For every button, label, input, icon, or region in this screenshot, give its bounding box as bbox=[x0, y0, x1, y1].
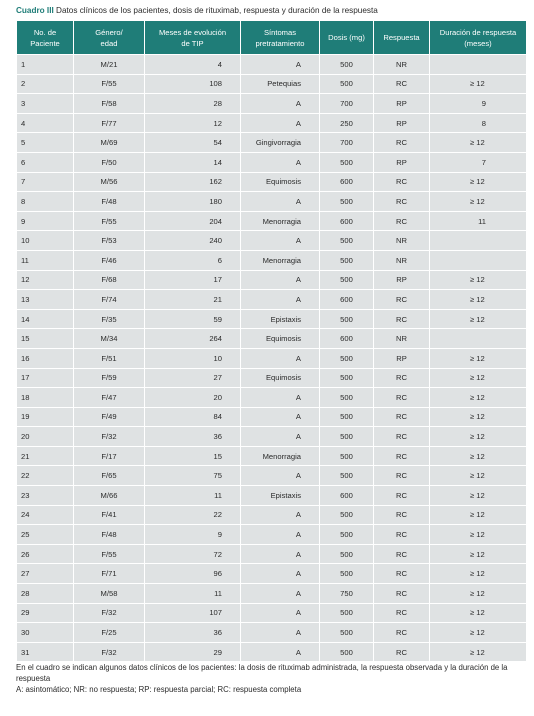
cell-response: RC bbox=[374, 290, 429, 309]
cell-gender-age: F/35 bbox=[74, 310, 144, 329]
cell-patient-number: 13 bbox=[17, 290, 73, 309]
cell-response-duration: ≥ 12 bbox=[430, 173, 526, 192]
cell-gender-age: M/66 bbox=[74, 486, 144, 505]
cell-gender-age: F/25 bbox=[74, 623, 144, 642]
cell-symptoms: Equimosis bbox=[241, 329, 319, 348]
cell-months-evolution: 4 bbox=[145, 55, 240, 74]
cell-symptoms: A bbox=[241, 623, 319, 642]
cell-dose: 500 bbox=[320, 643, 373, 662]
table-row bbox=[17, 369, 526, 388]
cell-symptoms: Gingivorragia bbox=[241, 133, 319, 152]
cell-gender-age: F/74 bbox=[74, 290, 144, 309]
cell-response: RC bbox=[374, 564, 429, 583]
cell-response: RC bbox=[374, 427, 429, 446]
cell-symptoms: A bbox=[241, 192, 319, 211]
header-line: Respuesta bbox=[383, 33, 420, 42]
cell-response: RC bbox=[374, 506, 429, 525]
cell-dose: 500 bbox=[320, 153, 373, 172]
cell-response: NR bbox=[374, 329, 429, 348]
cell-response: RC bbox=[374, 604, 429, 623]
cell-response-duration: ≥ 12 bbox=[430, 604, 526, 623]
table-row bbox=[17, 447, 526, 466]
cell-response-duration: 7 bbox=[430, 153, 526, 172]
cell-symptoms: Equimosis bbox=[241, 173, 319, 192]
table-row bbox=[17, 271, 526, 290]
cell-patient-number: 3 bbox=[17, 94, 73, 113]
header-months-evolution bbox=[145, 21, 240, 54]
cell-response-duration: ≥ 12 bbox=[430, 133, 526, 152]
table-row bbox=[17, 604, 526, 623]
cell-dose: 700 bbox=[320, 133, 373, 152]
cell-response: RP bbox=[374, 349, 429, 368]
cell-gender-age: F/41 bbox=[74, 506, 144, 525]
cell-months-evolution: 59 bbox=[145, 310, 240, 329]
cell-dose: 500 bbox=[320, 408, 373, 427]
header-line: Género/ bbox=[95, 27, 123, 37]
table-header-row bbox=[17, 21, 526, 54]
cell-months-evolution: 15 bbox=[145, 447, 240, 466]
table-caption bbox=[16, 6, 378, 15]
cell-symptoms: Menorragia bbox=[241, 212, 319, 231]
cell-symptoms: A bbox=[241, 545, 319, 564]
cell-months-evolution: 75 bbox=[145, 466, 240, 485]
cell-patient-number: 23 bbox=[17, 486, 73, 505]
table-footnote bbox=[16, 662, 521, 695]
cell-dose: 500 bbox=[320, 192, 373, 211]
cell-patient-number: 17 bbox=[17, 369, 73, 388]
cell-gender-age: F/51 bbox=[74, 349, 144, 368]
cell-response: RC bbox=[374, 173, 429, 192]
cell-patient-number: 25 bbox=[17, 525, 73, 544]
cell-symptoms: Menorragia bbox=[241, 447, 319, 466]
cell-dose: 500 bbox=[320, 369, 373, 388]
cell-patient-number: 24 bbox=[17, 506, 73, 525]
caption-text: Datos clínicos de los pacientes, dosis de rituximab, respuesta y duración de la respuesta bbox=[53, 6, 378, 15]
cell-response-duration bbox=[430, 231, 526, 250]
table-row bbox=[17, 251, 526, 270]
cell-response-duration: ≥ 12 bbox=[430, 623, 526, 642]
cell-dose: 500 bbox=[320, 231, 373, 250]
cell-patient-number: 12 bbox=[17, 271, 73, 290]
cell-response: RC bbox=[374, 408, 429, 427]
cell-response: RC bbox=[374, 447, 429, 466]
cell-gender-age: F/71 bbox=[74, 564, 144, 583]
table-row bbox=[17, 173, 526, 192]
cell-dose: 500 bbox=[320, 545, 373, 564]
cell-response-duration: ≥ 12 bbox=[430, 310, 526, 329]
header-line: Síntomas bbox=[263, 27, 297, 37]
cell-dose: 500 bbox=[320, 310, 373, 329]
table-row bbox=[17, 114, 526, 133]
cell-response-duration bbox=[430, 55, 526, 74]
cell-months-evolution: 9 bbox=[145, 525, 240, 544]
cell-response: RP bbox=[374, 153, 429, 172]
cell-gender-age: M/69 bbox=[74, 133, 144, 152]
cell-response: RC bbox=[374, 466, 429, 485]
cell-response-duration: ≥ 12 bbox=[430, 75, 526, 94]
cell-patient-number: 15 bbox=[17, 329, 73, 348]
header-line: de TIP bbox=[181, 38, 204, 48]
cell-response-duration: 11 bbox=[430, 212, 526, 231]
table-body bbox=[17, 55, 526, 661]
cell-dose: 500 bbox=[320, 447, 373, 466]
cell-gender-age: F/55 bbox=[74, 75, 144, 94]
cell-response: RC bbox=[374, 369, 429, 388]
cell-response-duration: ≥ 12 bbox=[430, 271, 526, 290]
cell-dose: 500 bbox=[320, 55, 373, 74]
table-row bbox=[17, 133, 526, 152]
table-row bbox=[17, 290, 526, 309]
cell-gender-age: F/32 bbox=[74, 427, 144, 446]
cell-response-duration: ≥ 12 bbox=[430, 290, 526, 309]
cell-symptoms: A bbox=[241, 388, 319, 407]
cell-patient-number: 22 bbox=[17, 466, 73, 485]
cell-dose: 500 bbox=[320, 388, 373, 407]
table-row bbox=[17, 564, 526, 583]
table-row bbox=[17, 75, 526, 94]
header-response bbox=[374, 21, 429, 54]
cell-dose: 600 bbox=[320, 173, 373, 192]
cell-response: RC bbox=[374, 486, 429, 505]
cell-response-duration: ≥ 12 bbox=[430, 427, 526, 446]
cell-gender-age: F/32 bbox=[74, 604, 144, 623]
cell-response: RC bbox=[374, 545, 429, 564]
table-row bbox=[17, 525, 526, 544]
cell-response-duration: ≥ 12 bbox=[430, 486, 526, 505]
cell-patient-number: 9 bbox=[17, 212, 73, 231]
cell-patient-number: 20 bbox=[17, 427, 73, 446]
cell-response-duration: ≥ 12 bbox=[430, 506, 526, 525]
cell-symptoms: A bbox=[241, 94, 319, 113]
cell-gender-age: F/17 bbox=[74, 447, 144, 466]
cell-response-duration: ≥ 12 bbox=[430, 408, 526, 427]
cell-response: RC bbox=[374, 388, 429, 407]
cell-dose: 700 bbox=[320, 94, 373, 113]
cell-gender-age: M/21 bbox=[74, 55, 144, 74]
header-line: Paciente bbox=[30, 38, 60, 48]
cell-dose: 500 bbox=[320, 525, 373, 544]
cell-months-evolution: 36 bbox=[145, 623, 240, 642]
cell-dose: 500 bbox=[320, 251, 373, 270]
table-row bbox=[17, 231, 526, 250]
cell-symptoms: A bbox=[241, 564, 319, 583]
cell-response: RC bbox=[374, 133, 429, 152]
cell-response-duration: ≥ 12 bbox=[430, 643, 526, 662]
table-row bbox=[17, 643, 526, 662]
cell-gender-age: F/68 bbox=[74, 271, 144, 290]
cell-gender-age: F/58 bbox=[74, 94, 144, 113]
cell-response: RC bbox=[374, 584, 429, 603]
cell-symptoms: Epistaxis bbox=[241, 310, 319, 329]
cell-months-evolution: 108 bbox=[145, 75, 240, 94]
table-row bbox=[17, 427, 526, 446]
cell-symptoms: A bbox=[241, 584, 319, 603]
cell-patient-number: 18 bbox=[17, 388, 73, 407]
cell-gender-age: F/55 bbox=[74, 212, 144, 231]
cell-patient-number: 2 bbox=[17, 75, 73, 94]
cell-response: RC bbox=[374, 623, 429, 642]
table-row bbox=[17, 545, 526, 564]
cell-symptoms: A bbox=[241, 114, 319, 133]
cell-months-evolution: 162 bbox=[145, 173, 240, 192]
cell-patient-number: 31 bbox=[17, 643, 73, 662]
cell-dose: 250 bbox=[320, 114, 373, 133]
cell-symptoms: A bbox=[241, 525, 319, 544]
cell-gender-age: F/65 bbox=[74, 466, 144, 485]
header-gender-age bbox=[74, 21, 144, 54]
cell-months-evolution: 11 bbox=[145, 486, 240, 505]
cell-response-duration: ≥ 12 bbox=[430, 545, 526, 564]
cell-months-evolution: 17 bbox=[145, 271, 240, 290]
cell-months-evolution: 240 bbox=[145, 231, 240, 250]
table-row bbox=[17, 310, 526, 329]
cell-response: RC bbox=[374, 192, 429, 211]
cell-gender-age: F/50 bbox=[74, 153, 144, 172]
cell-months-evolution: 28 bbox=[145, 94, 240, 113]
cell-response: RC bbox=[374, 75, 429, 94]
cell-gender-age: F/47 bbox=[74, 388, 144, 407]
cell-response-duration bbox=[430, 251, 526, 270]
cell-response-duration: ≥ 12 bbox=[430, 447, 526, 466]
cell-dose: 500 bbox=[320, 75, 373, 94]
header-line: Dosis (mg) bbox=[328, 33, 365, 42]
cell-months-evolution: 6 bbox=[145, 251, 240, 270]
cell-dose: 500 bbox=[320, 427, 373, 446]
cell-response: RP bbox=[374, 114, 429, 133]
cell-symptoms: A bbox=[241, 408, 319, 427]
cell-gender-age: F/77 bbox=[74, 114, 144, 133]
cell-dose: 600 bbox=[320, 290, 373, 309]
table-row bbox=[17, 212, 526, 231]
cell-patient-number: 5 bbox=[17, 133, 73, 152]
header-line: (meses) bbox=[464, 38, 492, 48]
cell-response-duration bbox=[430, 329, 526, 348]
cell-months-evolution: 29 bbox=[145, 643, 240, 662]
cell-response: RC bbox=[374, 212, 429, 231]
footnote-abbreviations: A: asintomático; NR: no respuesta; RP: respuesta parcial; RC: respuesta completa bbox=[16, 685, 302, 694]
cell-dose: 750 bbox=[320, 584, 373, 603]
cell-response: RC bbox=[374, 525, 429, 544]
cell-response-duration: 8 bbox=[430, 114, 526, 133]
cell-response: NR bbox=[374, 231, 429, 250]
cell-gender-age: M/58 bbox=[74, 584, 144, 603]
table-row bbox=[17, 192, 526, 211]
cell-gender-age: F/59 bbox=[74, 369, 144, 388]
cell-months-evolution: 204 bbox=[145, 212, 240, 231]
cell-patient-number: 1 bbox=[17, 55, 73, 74]
table-row bbox=[17, 153, 526, 172]
table-row bbox=[17, 329, 526, 348]
cell-dose: 500 bbox=[320, 604, 373, 623]
cell-gender-age: M/56 bbox=[74, 173, 144, 192]
cell-gender-age: F/48 bbox=[74, 525, 144, 544]
cell-patient-number: 4 bbox=[17, 114, 73, 133]
cell-symptoms: Menorragia bbox=[241, 251, 319, 270]
cell-patient-number: 29 bbox=[17, 604, 73, 623]
cell-months-evolution: 72 bbox=[145, 545, 240, 564]
cell-patient-number: 6 bbox=[17, 153, 73, 172]
cell-dose: 500 bbox=[320, 506, 373, 525]
cell-months-evolution: 107 bbox=[145, 604, 240, 623]
cell-response: RC bbox=[374, 643, 429, 662]
cell-response: RP bbox=[374, 94, 429, 113]
cell-dose: 500 bbox=[320, 564, 373, 583]
cell-months-evolution: 96 bbox=[145, 564, 240, 583]
table-row bbox=[17, 94, 526, 113]
cell-months-evolution: 22 bbox=[145, 506, 240, 525]
table-row bbox=[17, 349, 526, 368]
cell-patient-number: 16 bbox=[17, 349, 73, 368]
cell-response: NR bbox=[374, 55, 429, 74]
cell-response-duration: ≥ 12 bbox=[430, 525, 526, 544]
cell-symptoms: A bbox=[241, 271, 319, 290]
cell-symptoms: A bbox=[241, 231, 319, 250]
cell-response-duration: ≥ 12 bbox=[430, 466, 526, 485]
cell-symptoms: A bbox=[241, 153, 319, 172]
table-row bbox=[17, 623, 526, 642]
cell-response-duration: ≥ 12 bbox=[430, 349, 526, 368]
cell-patient-number: 21 bbox=[17, 447, 73, 466]
cell-patient-number: 7 bbox=[17, 173, 73, 192]
cell-gender-age: F/48 bbox=[74, 192, 144, 211]
cell-gender-age: F/32 bbox=[74, 643, 144, 662]
cell-patient-number: 14 bbox=[17, 310, 73, 329]
cell-months-evolution: 21 bbox=[145, 290, 240, 309]
header-response-duration bbox=[430, 21, 526, 54]
cell-gender-age: F/46 bbox=[74, 251, 144, 270]
cell-patient-number: 28 bbox=[17, 584, 73, 603]
cell-gender-age: F/53 bbox=[74, 231, 144, 250]
header-line: pretratamiento bbox=[255, 38, 305, 48]
cell-patient-number: 10 bbox=[17, 231, 73, 250]
cell-months-evolution: 10 bbox=[145, 349, 240, 368]
cell-patient-number: 8 bbox=[17, 192, 73, 211]
cell-patient-number: 11 bbox=[17, 251, 73, 270]
caption-label: Cuadro III bbox=[16, 6, 54, 15]
cell-patient-number: 26 bbox=[17, 545, 73, 564]
table-row bbox=[17, 506, 526, 525]
header-dose bbox=[320, 21, 373, 54]
table-row bbox=[17, 388, 526, 407]
cell-symptoms: A bbox=[241, 643, 319, 662]
cell-symptoms: A bbox=[241, 604, 319, 623]
cell-response: NR bbox=[374, 251, 429, 270]
cell-dose: 600 bbox=[320, 212, 373, 231]
cell-response: RC bbox=[374, 310, 429, 329]
cell-gender-age: M/34 bbox=[74, 329, 144, 348]
cell-months-evolution: 264 bbox=[145, 329, 240, 348]
cell-response-duration: ≥ 12 bbox=[430, 369, 526, 388]
cell-months-evolution: 20 bbox=[145, 388, 240, 407]
cell-symptoms: Petequias bbox=[241, 75, 319, 94]
cell-symptoms: A bbox=[241, 427, 319, 446]
cell-symptoms: A bbox=[241, 466, 319, 485]
cell-months-evolution: 180 bbox=[145, 192, 240, 211]
cell-symptoms: A bbox=[241, 349, 319, 368]
cell-patient-number: 27 bbox=[17, 564, 73, 583]
cell-dose: 500 bbox=[320, 466, 373, 485]
cell-response-duration: 9 bbox=[430, 94, 526, 113]
clinical-data-table bbox=[16, 20, 527, 662]
cell-symptoms: A bbox=[241, 55, 319, 74]
header-symptoms bbox=[241, 21, 319, 54]
cell-dose: 600 bbox=[320, 486, 373, 505]
footnote-description: En el cuadro se indican algunos datos clínicos de los pacientes: la dosis de rituximab administrada, la respuesta observada y la duración de la respuesta bbox=[16, 663, 508, 683]
cell-dose: 500 bbox=[320, 271, 373, 290]
cell-months-evolution: 54 bbox=[145, 133, 240, 152]
header-line: No. de bbox=[33, 27, 57, 37]
cell-months-evolution: 84 bbox=[145, 408, 240, 427]
cell-response-duration: ≥ 12 bbox=[430, 192, 526, 211]
cell-response-duration: ≥ 12 bbox=[430, 564, 526, 583]
cell-symptoms: Epistaxis bbox=[241, 486, 319, 505]
cell-patient-number: 19 bbox=[17, 408, 73, 427]
cell-dose: 500 bbox=[320, 349, 373, 368]
header-line: edad bbox=[100, 38, 118, 48]
table-row bbox=[17, 466, 526, 485]
cell-months-evolution: 36 bbox=[145, 427, 240, 446]
cell-dose: 600 bbox=[320, 329, 373, 348]
cell-response-duration: ≥ 12 bbox=[430, 584, 526, 603]
cell-symptoms: A bbox=[241, 290, 319, 309]
table-row bbox=[17, 486, 526, 505]
cell-dose: 500 bbox=[320, 623, 373, 642]
table-row bbox=[17, 55, 526, 74]
cell-gender-age: F/55 bbox=[74, 545, 144, 564]
cell-gender-age: F/49 bbox=[74, 408, 144, 427]
cell-symptoms: Equimosis bbox=[241, 369, 319, 388]
header-line: Duración de respuesta bbox=[439, 27, 517, 37]
cell-patient-number: 30 bbox=[17, 623, 73, 642]
header-patient-number bbox=[17, 21, 73, 54]
cell-months-evolution: 27 bbox=[145, 369, 240, 388]
cell-response-duration: ≥ 12 bbox=[430, 388, 526, 407]
cell-months-evolution: 11 bbox=[145, 584, 240, 603]
table-row bbox=[17, 584, 526, 603]
header-line: Meses de evolución bbox=[158, 27, 227, 37]
cell-months-evolution: 14 bbox=[145, 153, 240, 172]
cell-symptoms: A bbox=[241, 506, 319, 525]
table-row bbox=[17, 408, 526, 427]
cell-months-evolution: 12 bbox=[145, 114, 240, 133]
cell-response: RP bbox=[374, 271, 429, 290]
